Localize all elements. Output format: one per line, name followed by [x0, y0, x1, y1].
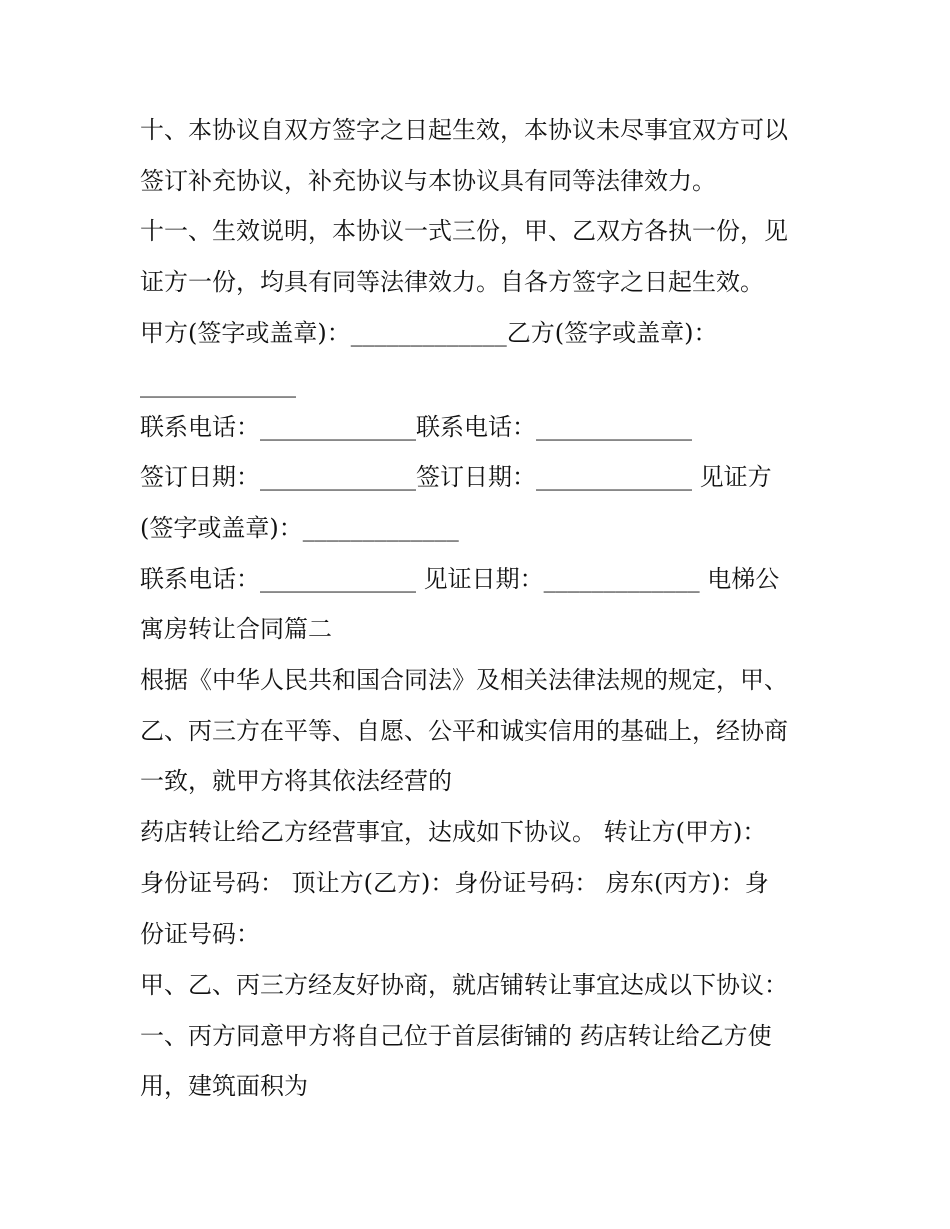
- signature-blank: _____________: [140, 370, 296, 398]
- text-line: 十一、生效说明，本协议一式三份，甲、乙双方各执一份，见: [140, 217, 788, 245]
- text-line: 身份证号码： 顶让方(乙方)：身份证号码： 房东(丙方)：身: [140, 869, 769, 897]
- signature-line-party-a-b: 甲方(签字或盖章)：_____________乙方(签字或盖章)：: [140, 319, 718, 347]
- text-line: 一、丙方同意甲方将自己位于首层街铺的 药店转让给乙方使: [140, 1022, 772, 1050]
- contact-phone-line: 联系电话：_____________联系电话：_____________: [140, 413, 692, 441]
- text-line: 甲、乙、丙三方经友好协商，就店铺转让事宜达成以下协议：: [140, 971, 788, 999]
- text-line: 证方一份，均具有同等法律效力。自各方签字之日起生效。: [140, 268, 764, 296]
- section-heading: 寓房转让合同篇二: [140, 615, 332, 643]
- text-line: 用，建筑面积为: [140, 1072, 308, 1100]
- text-line: 签订补充协议，补充协议与本协议具有同等法律效力。: [140, 167, 716, 195]
- text-line: 份证号码：: [140, 920, 260, 948]
- sign-date-line: 签订日期：_____________签订日期：_____________ 见证方: [140, 463, 772, 491]
- witness-signature-line: (签字或盖章)：_____________: [140, 514, 459, 542]
- text-line: 根据《中华人民共和国合同法》及相关法律法规的规定，甲、: [140, 666, 788, 694]
- witness-date-line: 联系电话：_____________ 见证日期：_____________ 电梯公: [140, 565, 780, 593]
- text-line: 药店转让给乙方经营事宜，达成如下协议。 转让方(甲方)：: [140, 818, 767, 846]
- text-line: 乙、丙三方在平等、自愿、公平和诚实信用的基础上，经协商: [140, 717, 788, 745]
- text-line: 一致，就甲方将其依法经营的: [140, 767, 452, 795]
- text-line: 十、本协议自双方签字之日起生效，本协议未尽事宜双方可以: [140, 116, 788, 144]
